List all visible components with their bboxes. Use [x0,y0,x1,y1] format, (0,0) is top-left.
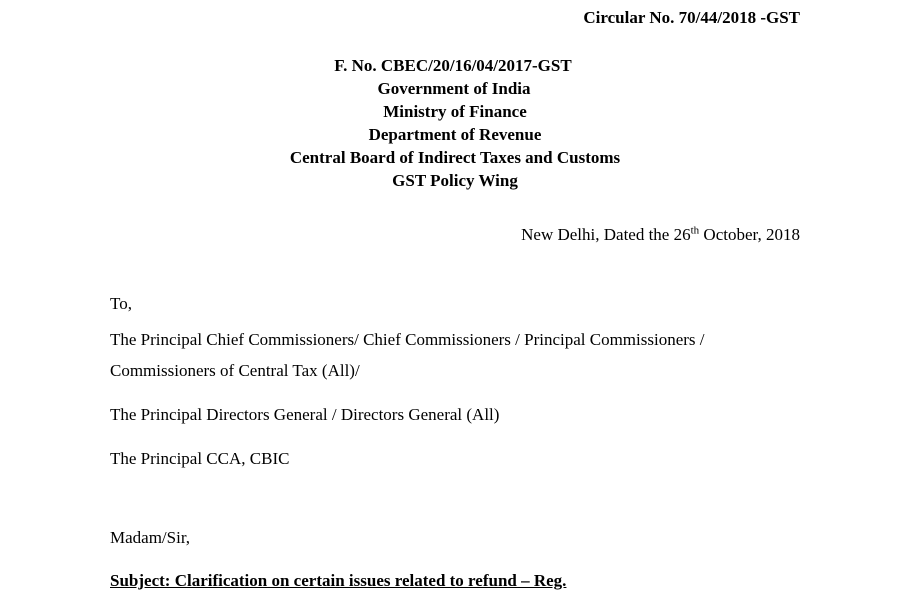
ministry-name: Ministry of Finance [383,102,527,121]
government-name: Government of India [377,79,531,98]
dateline-rest: October, 2018 [699,225,800,244]
addressee-to: To, [110,294,132,313]
subject-line: Subject: Clarification on certain issues related to refund – Reg. [110,571,567,590]
dateline [521,225,800,245]
department-name: Department of Revenue [368,125,542,144]
dateline-ordinal: th [690,224,700,237]
board-name: Central Board of Indirect Taxes and Customs [289,148,621,167]
addressee-line-1b: Commissioners of Central Tax (All)/ [110,361,360,380]
circular-number: Circular No. 70/44/2018 -GST [583,8,800,27]
letterhead [0,54,908,192]
addressee-line-1a: The Principal Chief Commissioners/ Chief Commissioners / Principal Commissioners / [110,330,705,349]
salutation: Madam/Sir, [110,528,191,547]
addressee-line-3: The Principal CCA, CBIC [110,449,290,468]
file-number: F. No. CBEC/20/16/04/2017-GST [334,56,572,75]
addressee-line-2: The Principal Directors General / Directors General (All) [110,405,500,424]
dateline-prefix: New Delhi, Dated the 26 [521,225,691,244]
wing-name: GST Policy Wing [392,171,518,190]
